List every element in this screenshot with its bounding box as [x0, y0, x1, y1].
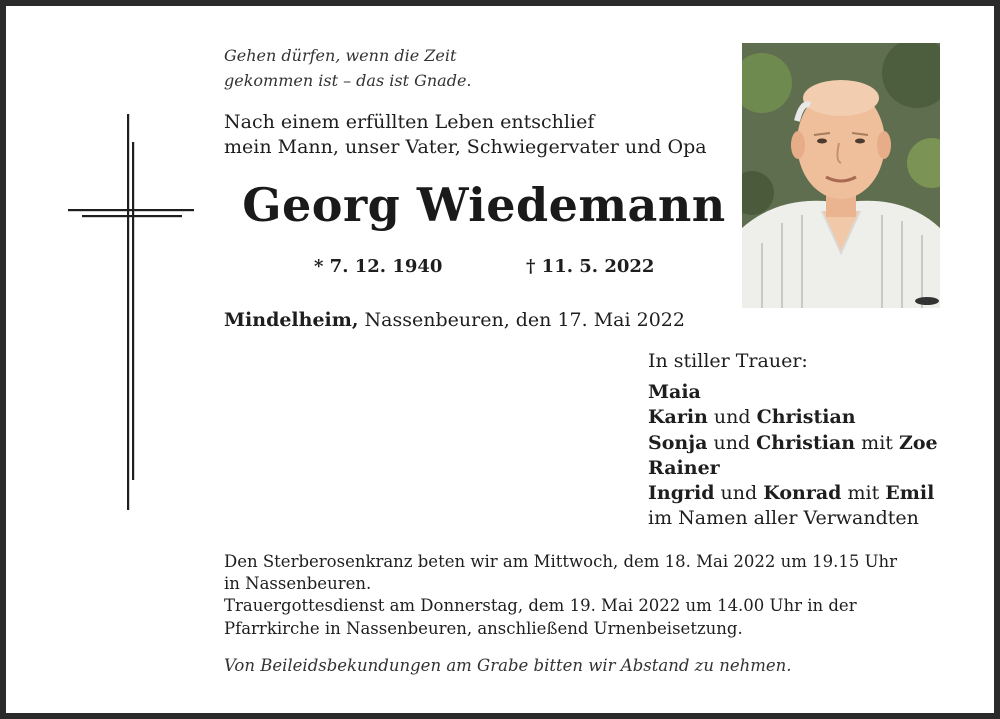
mourner-row	[648, 405, 938, 430]
place-town: Mindelheim,	[224, 309, 359, 331]
intro-line-2: mein Mann, unser Vater, Schwiegervater und Opa	[224, 136, 707, 158]
mourner-name: Zoe	[898, 431, 938, 454]
motto-line-1: Gehen dürfen, wenn die Zeit	[224, 46, 457, 65]
portrait-photo	[742, 43, 940, 308]
deceased-name: Georg Wiedemann	[242, 178, 726, 232]
place-rest: Nassenbeuren, den 17. Mai 2022	[364, 309, 685, 331]
mourner-name: Ingrid	[648, 482, 715, 505]
mourner-row	[648, 456, 938, 481]
mourner-row	[648, 380, 938, 405]
connector-und: und	[713, 406, 751, 429]
connector-mit: mit	[847, 482, 880, 505]
mourners-heading: In stiller Trauer:	[648, 350, 808, 372]
service-notice	[224, 551, 897, 640]
notice-line-4: Pfarrkirche in Nassenbeuren, anschließend Urnenbeisetzung.	[224, 618, 743, 638]
mourner-name: Emil	[885, 482, 935, 505]
mourner-name: Sonja	[648, 431, 708, 454]
mourner-name: Karin	[648, 406, 708, 429]
motto-line-2: gekommen ist – das ist Gnade.	[224, 71, 472, 90]
mourner-name: Rainer	[648, 456, 720, 479]
death-date: † 11. 5. 2022	[526, 256, 655, 277]
connector-und: und	[720, 482, 758, 505]
mourner-name: Maia	[648, 381, 701, 404]
mourner-row	[648, 431, 938, 456]
intro-line-1: Nach einem erfüllten Leben entschlief	[224, 111, 595, 133]
connector-mit: mit	[861, 431, 893, 454]
mourner-name: Christian	[756, 406, 856, 429]
mourners-block	[648, 349, 938, 531]
mourners-closing: im Namen aller Verwandten	[648, 507, 919, 530]
birth-date: * 7. 12. 1940	[314, 256, 443, 277]
place-and-date	[224, 309, 685, 331]
mourner-row	[648, 481, 938, 506]
mourner-name: Konrad	[763, 482, 842, 505]
notice-line-2: in Nassenbeuren.	[224, 574, 372, 594]
notice-line-1: Den Sterberosenkranz beten wir am Mittwoch, dem 18. Mai 2022 um 19.15 Uhr	[224, 552, 898, 571]
cross-icon	[66, 114, 196, 510]
intro-text	[224, 110, 707, 160]
mourner-name: Christian	[756, 431, 856, 454]
motto-quote	[224, 43, 472, 93]
connector-und: und	[713, 431, 751, 454]
notice-line-3: Trauergottesdienst am Donnerstag, dem 19. Mai 2022 um 14.00 Uhr in der	[224, 596, 857, 616]
closing-note: Von Beileidsbekundungen am Grabe bitten wir Abstand zu nehmen.	[224, 656, 792, 675]
